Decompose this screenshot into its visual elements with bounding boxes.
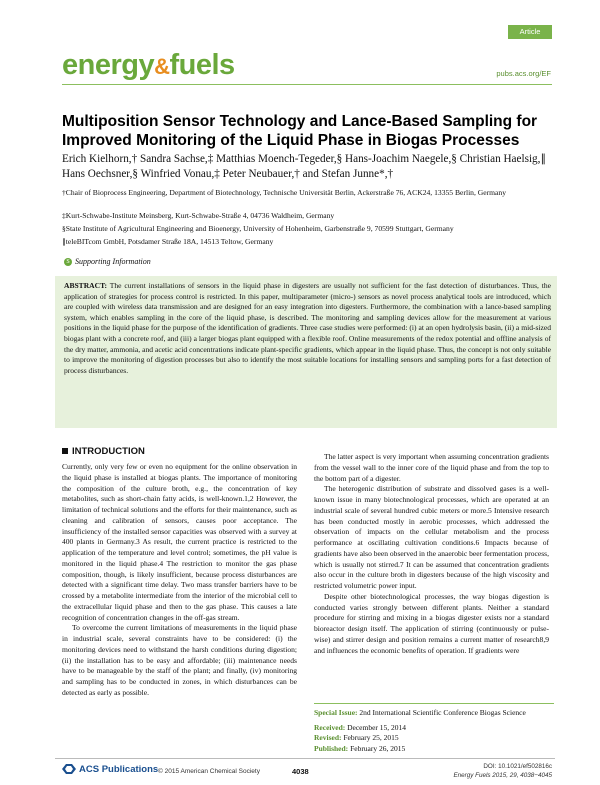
special-issue-text: 2nd International Scientific Conference Biogas Science (359, 708, 526, 717)
paragraph: Despite other biotechnological processes, the way biogas digestion is conducted varies strongly between different plants. Neither a standard procedure for stirring and mixing in a biogas digester exists nor a standard bioreactor design itself. The application of stirring (continuously or pulse-wise) and stirrer design and position remains a current matter of research8,9 and influences the economic benefits of operation. If gradients were (314, 591, 549, 655)
abstract-text: The current installations of sensors in the liquid phase in digesters are usually not sufficient for the fast detection of disturbances. Thus, the application of strategies for process control is restricted. In this paper, multiparameter (micro-) sensors as novel process analytical tools are introduced, which are coupled with wireless data transmission and are designed for an easy integration into digesters. Furthermore, the combination with a lance-based sampling system, which enables sampling in the core of the liquid phase, is described. The monitoring and sampling devices allow for the measurement at various positions in the liquid phase for the purpose of the identification of gradients. Three case studies were performed: (i) at an open hydrolysis basin, (ii) a mid-sized biogas plant with a concrete roof, and (iii) a larger biogas plant equipped with a flexible roof. Online measurements of the redox potential and offline analysis of the dry matter, ammonia, and acetic acid concentrations indicate plant-specific gradients, which appear in the liquid phase. Thus, the concept is not only suitable to improve the monitoring of digestion processes but also to identify the most suitable locations for installing sensors and sampling ports for a fast detection of process disturbances. (64, 281, 551, 375)
revised-line (314, 733, 554, 744)
author-list: Erich Kielhorn,† Sandra Sachse,‡ Matthias Moench-Tegeder,§ Hans-Joachim Naegele,§ Christian Haelsig,∥ Hans Oechsner,§ Winfried Vonau,‡ Peter Neubauer,† and Stefan Junne*,† (62, 153, 547, 180)
article-title: Multiposition Sensor Technology and Lance-Based Sampling for Improved Monitoring of the Liquid Phase in Biogas Processes (62, 113, 538, 149)
header-rule (62, 84, 552, 85)
journal-logo (62, 50, 235, 82)
special-issue-block (314, 708, 554, 754)
received-date: December 15, 2014 (347, 722, 407, 732)
received-label: Received: (314, 722, 346, 732)
paragraph: Currently, only very few or even no equipment for the online observation in the liquid phase is installed at biogas plants. The importance of monitoring the composition of the culture broth, e.g., the concentration of key metabolites, such as short-chain fatty acids, is well-known.1,2 However, the limitation of technical solutions and the efforts for their maintenance, such as cleaning and calibration of sensors, causes poor acceptance. The insufficiency of the installed sensor capacities was observed with a survey at 400 plants in Germany.3 As result, the current practice is restricted to the application of the temperature and level control; sometimes, the pH value is monitored in the liquid phase.4 The restriction to monitor the gas phase composition, though, is likely insufficient, because process disturbances are detected with a significant time delay. Two mass transfer barriers have to be crossed by a metabolite intermediate from the interior of the microbial cell to the extracellular liquid phase and then to the gas phase. This causes a late recognition of concentration changes in the off-gas stream. (62, 462, 297, 622)
page-number: 4038 (292, 767, 309, 776)
supporting-info-icon: S (64, 258, 72, 266)
citation: Energy Fuels 2015, 29, 4038−4045 (453, 771, 552, 779)
acs-publications-logo[interactable] (62, 764, 158, 775)
article-type-badge: Article (508, 25, 552, 39)
journal-logo-amp: & (154, 54, 170, 79)
footer-rule (55, 758, 555, 759)
supporting-info-link[interactable] (64, 257, 151, 266)
published-label: Published: (314, 743, 349, 753)
acs-hexagon-icon (62, 764, 76, 774)
received-line (314, 723, 554, 734)
affiliation-1: †Chair of Bioprocess Engineering, Department of Biotechnology, Technische Universität Berlin, Ackerstraße 76, ACK24, 13355 Berlin, Germany (62, 188, 507, 197)
special-issue-line (314, 708, 554, 719)
revised-label: Revised: (314, 733, 342, 742)
supporting-info-label: Supporting Information (75, 257, 151, 266)
right-column (314, 452, 549, 656)
special-issue-label: Special Issue: (314, 708, 358, 717)
published-line (314, 744, 554, 755)
doi-citation (453, 763, 552, 780)
abstract (64, 281, 551, 376)
affiliation-4: ∥teleBITcom GmbH, Potsdamer Straße 18A, 14513 Teltow, Germany (62, 237, 274, 246)
section-heading-label: INTRODUCTION (72, 446, 145, 457)
published-date: February 26, 2015 (350, 743, 406, 753)
copyright-notice: © 2015 American Chemical Society (158, 768, 260, 775)
paragraph: The heterogenic distribution of substrate and dissolved gases is a well-known issue in many biotechnological processes, which are operated at an industrial scale of several hundred cubic meters or more.5 Intensive research has been conducted mostly in aerobic processes, which addressed the observation of impacts on the cellular metabolism and the process performance at oscillating cultivation conditions.6 Impacts because of gradients have also been observed in the anaerobic beer fermentation process, which is usually not stirred.7 It can be assumed that concentration gradients also occur in the culture broth in digesters because of the high viscosity and restricted volumetric power input. (314, 484, 549, 590)
left-column (62, 462, 297, 699)
paragraph: To overcome the current limitations of measurements in the liquid phase in industrial scale, several constraints have to be considered: (i) the monitoring devices need to withstand the harsh conditions during digestion; (ii) the installation has to be easy and affordable; (iii) maintenance needs have to be manageable by the staff of the plant; and finally, (iv) monitoring and sampling has to be conducted in zones, in which disturbances can be detected as early as possible. (62, 623, 297, 697)
affiliation-3: §State Institute of Agricultural Engineering and Bioenergy, University of Hohenheim, Garbenstraße 9, 70599 Stuttgart, Germany (62, 224, 454, 233)
abstract-label: ABSTRACT: (64, 281, 108, 290)
publisher-name: ACS Publications (79, 764, 159, 775)
journal-url[interactable]: pubs.acs.org/EF (496, 69, 551, 78)
affiliation-2: ‡Kurt-Schwabe-Institute Meinsberg, Kurt-Schwabe-Straße 4, 04736 Waldheim, Germany (62, 211, 335, 220)
section-bullet-icon (62, 448, 68, 454)
journal-logo-word1: energy (62, 49, 155, 81)
revised-date: February 25, 2015 (343, 733, 399, 742)
special-issue-rule (314, 703, 554, 704)
paragraph: The latter aspect is very important when assuming concentration gradients from the vessel wall to the inner core of the liquid phase and from the top to the bottom part of a digester. (314, 452, 549, 483)
journal-logo-word2: fuels (169, 49, 235, 81)
section-heading-introduction (62, 446, 145, 457)
doi[interactable]: DOI: 10.1021/ef502816c (483, 763, 552, 770)
